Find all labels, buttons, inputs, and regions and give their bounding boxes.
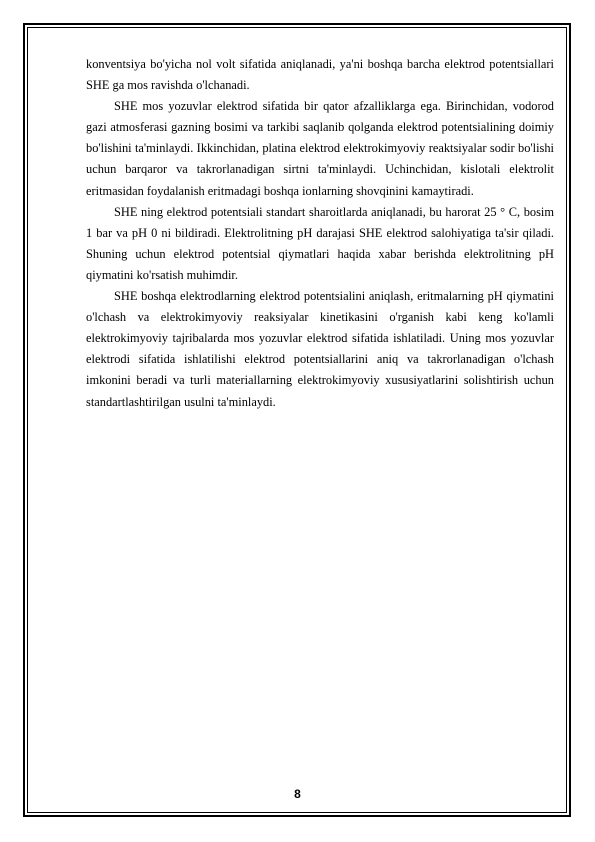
paragraph-2: SHE mos yozuvlar elektrod sifatida bir qator afzalliklarga ega. Birinchidan, vodorod gazi atmosferasi gazning bosimi va tarkibi saqlanib qolganda elektrod potentsialining doimiy bo'lishini ta'minlaydi. Ikkinchidan, platina elektrod elektrokimyoviy reaktsiyalar sodir bo'lishi uchun barqaror va takrorlanadigan sirtni ta'minlaydi. Uchinchidan, kislotali elektrolit eritmasidan foydalanish eritmadagi boshqa ionlarning shovqinini kamaytiradi. (86, 99, 554, 198)
paragraph-3: SHE ning elektrod potentsiali standart sharoitlarda aniqlanadi, bu harorat 25 ° C, bosim 1 bar va pH 0 ni bildiradi. Elektrolitning pH darajasi SHE elektrod salohiyatiga ta'sir qiladi. Shuning uchun elektrod potentsial qiymatlari haqida xabar berishda elektrolitning pH qiymatini ko'rsatish muhimdir. (86, 204, 554, 282)
paragraph-4: SHE boshqa elektrodlarning elektrod potentsialini aniqlash, eritmalarning pH qiymatini o'lchash va elektrokimyoviy reaksiyalar kinetikasini o'rganish kabi keng ko'lamli elektrokimyoviy tajribalarda mos yozuvlar elektrod sifatida ishlatiladi. Uning mos yozuvlar elektrodi sifatida ishlatilishi elektrod potentsiallarini aniq va takrorlanadigan o'lchash imkonini beradi va turli materiallarning elektrokimyoviy xususiyatlarini solishtirish uchun standartlashtirilgan usulni ta'minlaydi. (86, 289, 554, 409)
page-number: 8 (294, 787, 301, 801)
paragraph-1: konventsiya bo'yicha nol volt sifatida aniqlanadi, ya'ni boshqa barcha elektrod potentsiallari SHE ga mos ravishda o'lchanadi. (86, 57, 554, 93)
document-body (86, 54, 554, 413)
